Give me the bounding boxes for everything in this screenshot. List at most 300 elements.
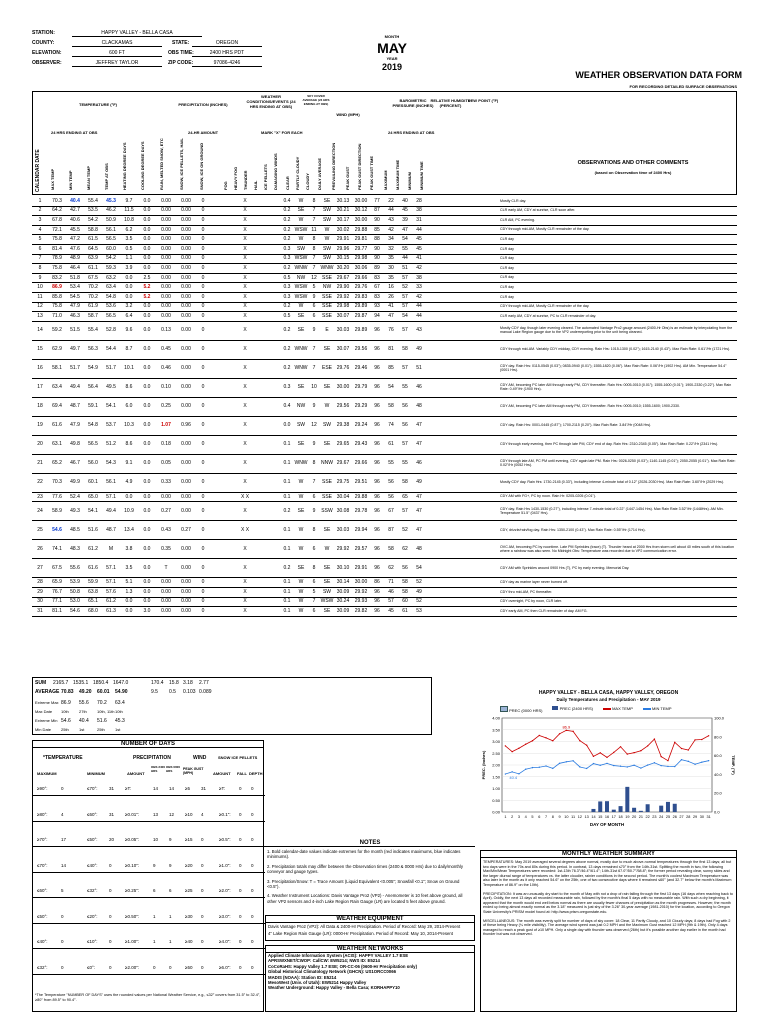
cell-min: 49.4 <box>70 384 80 391</box>
cell-cdd: 2.5 <box>143 274 151 281</box>
cell-obs: 56.1 <box>106 226 116 233</box>
avg-hdd: 9.5 <box>151 689 158 695</box>
sum-hdd: 170.4 <box>151 680 164 686</box>
min-date-label: Min Date <box>35 727 52 732</box>
cell-cdd: 0.0 <box>143 384 151 391</box>
cell-min: 55.6 <box>70 564 80 571</box>
cell-snow: 0.00 <box>181 460 191 467</box>
nod-cell: 0 <box>239 811 242 817</box>
cell-gnd: 0 <box>201 255 205 262</box>
nod-cell: 17 <box>61 837 67 842</box>
cell-rhmin: 30 <box>388 264 394 271</box>
nod-cell: 0 <box>169 964 172 970</box>
cell-mean: 54.2 <box>88 216 98 223</box>
temp-point <box>525 769 526 770</box>
temp-point <box>586 768 587 769</box>
cell-snow: 0.00 <box>181 284 191 291</box>
cell-avg: 0.3 <box>283 255 291 262</box>
left-tick-label: 2.50 <box>492 750 500 756</box>
cell-dir: WNW <box>294 346 308 353</box>
cell-avg: 0.1 <box>283 607 291 614</box>
cell-snow: 0.00 <box>181 303 191 310</box>
cell-pmin: 29.24 <box>354 422 368 429</box>
cell-avg: 0.4 <box>283 403 291 410</box>
right-tick-label: 40.0 <box>714 771 722 777</box>
cell-comment: CDY through late AM, PC PM until evening, CDY again late PM. Rain Hrs: 0026-0250 (0.03"); 1140-1145 (0.01"); 2050-2055 (0.01"). Max Rain Rate: 0.02"/Hr (0052 Hrs). <box>500 459 736 468</box>
nod-cell: 1 <box>153 913 156 919</box>
legend-prec-2400: PREC (2400 HRS) <box>552 706 592 713</box>
cell-min: 42.7 <box>70 207 80 214</box>
pressure-header: BAROMETRIC PRESSURE (INCHES) <box>392 98 434 108</box>
cell-sky: X <box>243 598 247 605</box>
x-tick-label: 16 <box>604 815 610 819</box>
cell-min: 48.9 <box>70 255 80 262</box>
nod-cell: 0 <box>251 913 254 919</box>
cell-dir: NW <box>296 274 306 281</box>
cell-gdir: WNW <box>320 264 334 271</box>
obs-time-label: OBS TIME: <box>168 50 194 56</box>
wind-gust-dir-header: PEAK GUST DIRECTION <box>357 143 362 190</box>
cell-min: 47.6 <box>70 245 80 252</box>
cell-dmax: 44 <box>402 255 408 262</box>
cell-dmin: 45 <box>416 245 422 252</box>
cell-pmax: 30.14 <box>336 579 350 586</box>
cell-gdir: WSW <box>320 598 334 605</box>
cell-d: 28 <box>37 579 43 586</box>
cell-avg: 0.2 <box>283 564 291 571</box>
cell-gdir: SE <box>323 579 331 586</box>
cell-max: 67.5 <box>52 564 62 571</box>
number-of-days-title: NUMBER OF DAYS <box>33 741 263 748</box>
cell-obs: 54.8 <box>106 293 116 300</box>
cell-avg: 0.5 <box>283 312 291 319</box>
cell-dmax: 58 <box>402 479 408 486</box>
cell-rhmin: 22 <box>388 197 394 204</box>
cell-dmax: 56 <box>402 422 408 429</box>
cell-hdd: 3.5 <box>125 564 133 571</box>
cell-gust: 7 <box>312 365 316 372</box>
cell-cdd: 0.0 <box>143 598 151 605</box>
cell-snow: 0.00 <box>181 493 191 500</box>
network-cocorahs: CoCoRaHS: Happy Valley 1.7 ESE; OR-CC-06 (0600-Hr Precipitation only) <box>268 963 417 969</box>
cell-obs: 63.2 <box>106 274 116 281</box>
cell-obs: 56.5 <box>106 312 116 319</box>
cell-sky: X <box>243 579 247 586</box>
station-label: STATION: <box>32 30 55 36</box>
cell-gdir: SE <box>323 346 331 353</box>
nod-cell: 9 <box>169 837 172 842</box>
temperature-header: TEMPERATURE (°F) <box>79 102 117 107</box>
cell-dmax: 57 <box>402 327 408 334</box>
cell-hdd: 6.4 <box>125 312 133 319</box>
cell-pmin: 29.66 <box>354 460 368 467</box>
cell-snow: 0.00 <box>181 588 191 595</box>
cell-d: 19 <box>37 422 43 429</box>
nod-cell: ≥10 <box>185 811 193 817</box>
nod-sub-fall: FALL <box>237 771 247 776</box>
cell-pmax: 29.76 <box>336 365 350 372</box>
nod-cell: ≤20°: <box>87 913 98 919</box>
cell-gust: 6 <box>312 493 316 500</box>
nod-cell: 0 <box>239 964 242 970</box>
cell-dir: W <box>298 493 304 500</box>
cell-rain: 0.00 <box>161 264 171 271</box>
cell-rain: 0.46 <box>161 365 171 372</box>
cell-rhmax: 83 <box>374 293 380 300</box>
cell-rain: 0.10 <box>161 384 171 391</box>
table-row <box>32 539 737 559</box>
nod-snow-title: SNOW ICE PELLETS <box>218 755 258 760</box>
cell-max: 67.8 <box>52 216 62 223</box>
cell-avg: 0.2 <box>283 264 291 271</box>
cell-dmin: 45 <box>416 236 422 243</box>
cell-obs: 57.1 <box>106 493 116 500</box>
cell-mean: 59.1 <box>88 403 98 410</box>
cell-rhmax: 96 <box>374 598 380 605</box>
cell-pmax: 29.90 <box>336 284 350 291</box>
cell-gust: 10 <box>311 384 317 391</box>
nod-cell: ≥0.25": <box>125 888 140 893</box>
cell-sky: X <box>243 327 247 334</box>
cell-d: 4 <box>38 226 42 233</box>
cell-gust: 9 <box>312 441 316 448</box>
cell-gnd: 0 <box>201 365 205 372</box>
cell-avg: 0.2 <box>283 226 291 233</box>
cell-pmin: 29.94 <box>354 526 368 533</box>
cell-comment: CDY AM, becoming PC later AM through early PM, CDY thereafter. Rain Hrs: 0005-0010; 1555-1600; 1900-2330. <box>500 404 681 409</box>
cell-d: 17 <box>37 384 43 391</box>
nod-cell: 1 <box>153 939 156 944</box>
cell-rain: T <box>164 564 168 571</box>
network-cwop: APRSWXNET/CWOP: CallCW: EW5214; NWS ID: E5214 <box>268 958 380 964</box>
cell-gnd: 0 <box>201 284 205 291</box>
cell-hdd: 3.9 <box>125 264 133 271</box>
wx-cloudy-header: CLOUDY <box>305 173 310 190</box>
cell-dir: WSW <box>294 293 308 300</box>
table-row <box>32 501 737 521</box>
left-tick-label: 1.00 <box>492 786 500 791</box>
cell-rhmax: 77 <box>374 197 380 204</box>
cell-sky: X <box>243 346 247 353</box>
station-header <box>32 30 742 80</box>
temp-point <box>613 752 614 753</box>
temp-point <box>559 733 560 734</box>
cell-mean: 63.8 <box>88 588 98 595</box>
nod-cell: 0 <box>239 837 242 842</box>
right-tick-label: 20.0 <box>714 790 722 796</box>
temp-point <box>694 764 695 765</box>
x-tick-label: 7 <box>544 815 548 819</box>
cell-min: 51.7 <box>70 365 80 372</box>
cell-dir: SE <box>297 564 305 571</box>
cell-max: 74.1 <box>52 545 62 552</box>
nod-cell: 14 <box>61 862 67 868</box>
cell-dmin: 43 <box>416 327 422 334</box>
snow-header: SNOW, ICE PELLETS, HAIL <box>179 138 184 190</box>
temp-point <box>701 739 702 740</box>
cell-rhmin: 71 <box>388 579 394 586</box>
temp-max-header: MAX TEMP <box>50 168 55 190</box>
cell-dmax: 55 <box>402 460 408 467</box>
nod-cell: ≤60°: <box>87 811 98 817</box>
cell-rhmax: 96 <box>374 607 380 614</box>
cell-gust: 11 <box>311 226 317 233</box>
nod-cell: ≥0.50": <box>125 913 140 919</box>
cell-rhmax: 90 <box>374 255 380 262</box>
cell-min: 46.7 <box>70 460 80 467</box>
press-min-time-header: MINIMUM TIME <box>419 161 424 190</box>
cell-comment: CLR day <box>500 256 514 261</box>
cell-dir: WNW <box>294 365 308 372</box>
cell-gust: 8 <box>312 245 316 252</box>
temp-point <box>688 761 689 762</box>
temp-point <box>654 738 655 739</box>
nod-cell: ≥0.01": <box>125 811 140 817</box>
cell-rain: 0.00 <box>161 197 171 204</box>
cell-dmax: 57 <box>402 365 408 372</box>
right-tick-label: 0.0 <box>714 809 720 815</box>
form-subtitle: FOR RECORDING DETAILED SURFACE OBSERVATIONS <box>629 84 737 89</box>
cell-cdd: 0.0 <box>143 441 151 448</box>
cell-mean: 65.1 <box>88 598 98 605</box>
right-tick-label: 80.0 <box>714 734 722 740</box>
cell-rain: 0.00 <box>161 226 171 233</box>
cell-gnd: 0 <box>201 197 205 204</box>
cell-rhmax: 93 <box>374 303 380 310</box>
cell-min: 48.7 <box>70 403 80 410</box>
cell-gust: 7 <box>312 255 316 262</box>
cell-snow: 0.96 <box>181 422 191 429</box>
cell-sky: X <box>243 293 247 300</box>
cell-dir: SE <box>297 507 305 514</box>
x-tick-label: 10 <box>564 815 569 819</box>
x-tick-label: 9 <box>558 815 561 819</box>
temp-point <box>539 735 540 736</box>
cell-comment: CDY day as marine layer never burned off. <box>500 580 568 585</box>
cell-gnd: 0 <box>201 274 205 281</box>
nod-cell: 14 <box>169 786 175 791</box>
cell-dmin: 51 <box>416 365 422 372</box>
cell-gnd: 0 <box>201 226 205 233</box>
nod-cell: ≥1.00": <box>125 939 140 944</box>
cell-hdd: 0.0 <box>125 607 133 614</box>
cell-avg: 0.2 <box>283 365 291 372</box>
nod-cell: ≥T: <box>125 786 131 791</box>
cell-d: 8 <box>38 264 42 271</box>
nod-cell: ≥50 <box>185 964 193 970</box>
x-tick-label: 12 <box>577 815 583 819</box>
x-tick-label: 2 <box>511 815 514 819</box>
y-axis-right-label: TEMP. (°F) <box>731 755 736 775</box>
cell-dmin: 42 <box>416 293 422 300</box>
cell-pmin: 29.46 <box>354 365 368 372</box>
cell-hdd: 0.0 <box>125 293 133 300</box>
cell-pmax: 30.03 <box>336 327 350 334</box>
cell-pmax: 30.10 <box>336 564 350 571</box>
temp-point <box>593 756 594 757</box>
cell-dir: W <box>298 303 304 310</box>
nod-cell: 0 <box>251 837 254 842</box>
station-value: HAPPY VALLEY - BELLA CASA <box>72 30 202 37</box>
extreme-min-4: 45.3 <box>115 718 125 724</box>
monthly-summary-title: MONTHLY WEATHER SUMMARY <box>481 851 736 858</box>
cell-dmin: 54 <box>416 564 422 571</box>
x-tick-label: 29 <box>692 815 698 819</box>
cell-gnd: 0 <box>201 545 205 552</box>
sky-cover-header: SKY COVER AVERAGE (24 HRS ENDING AT OBS) <box>302 94 330 106</box>
cell-rhmin: 43 <box>388 216 394 223</box>
cell-pmax: 30.21 <box>336 207 350 214</box>
amount-header: 24-HR AMOUNT <box>188 130 219 135</box>
precip-bar <box>612 810 616 812</box>
cell-sky: X <box>243 236 247 243</box>
cell-rain: 0.45 <box>161 346 171 353</box>
cdd-header: COOLING DEGREE DAYS <box>140 141 145 190</box>
cell-rhmin: 34 <box>388 236 394 243</box>
cell-avg: 0.2 <box>283 303 291 310</box>
cell-rhmin: 62 <box>388 564 394 571</box>
cell-gnd: 0 <box>201 507 205 514</box>
cell-sky: X <box>243 460 247 467</box>
cell-obs: 60.0 <box>106 245 116 252</box>
cell-min: 47.2 <box>70 236 80 243</box>
cell-gnd: 0 <box>201 588 205 595</box>
networks-title: WEATHER NETWORKS <box>266 946 474 953</box>
temp-point <box>640 767 641 768</box>
max-peak-label: 86.9 <box>562 724 571 730</box>
cell-gdir: W <box>324 403 330 410</box>
cell-gnd: 0 <box>201 607 205 614</box>
cell-mean: 58.8 <box>88 226 98 233</box>
cell-dmin: 44 <box>416 226 422 233</box>
wind-gust-time-header: PEAK GUST TIME <box>369 155 374 190</box>
cell-min: 47.9 <box>70 422 80 429</box>
cell-comment: CDY AM with FG+, PC by noon. Rain Hr: 0205-0205 (0.01"). <box>500 494 596 499</box>
cell-dmin: 47 <box>416 526 422 533</box>
network-ghcn: Global Historical Climatology Network (GHCN): US1ORCC0066 <box>268 969 396 975</box>
year-label: YEAR <box>386 56 398 61</box>
cell-min: 47.9 <box>70 303 80 310</box>
cell-min: 49.9 <box>70 479 80 486</box>
extreme-min-1: 54.6 <box>61 718 71 724</box>
cell-rhmin: 85 <box>388 365 394 372</box>
cell-min: 52.4 <box>70 493 80 500</box>
nod-cell: 0 <box>109 913 112 919</box>
cell-gdir: SSE <box>321 274 332 281</box>
cell-gnd: 0 <box>201 216 205 223</box>
cell-gust: 7 <box>312 598 316 605</box>
cell-snow: 0.00 <box>181 441 191 448</box>
cell-rhmin: 44 <box>388 207 394 214</box>
nod-cell: 0 <box>109 888 112 893</box>
cell-gust: 7 <box>312 479 316 486</box>
cell-min: 40.6 <box>70 216 80 223</box>
cell-min: 48.5 <box>70 526 80 533</box>
temp-point <box>572 731 573 732</box>
nod-cell: 0 <box>61 786 64 791</box>
cell-min: 45.5 <box>70 226 80 233</box>
cell-rhmin: 41 <box>388 303 394 310</box>
cell-sky: X <box>243 312 247 319</box>
cell-rhmax: 96 <box>374 422 380 429</box>
cell-gdir: SW <box>322 588 332 595</box>
cell-mean: 60.1 <box>88 479 98 486</box>
cell-rhmin: 26 <box>388 293 394 300</box>
cell-rhmax: 67 <box>374 284 380 291</box>
cell-comment: CDY AM with Sprinkles around 0900 Hrs (T), PC by early evening. Memorial Day. <box>500 565 630 570</box>
wind-gust-header: PEAK GUST <box>345 166 350 190</box>
cell-gust: 5 <box>312 588 316 595</box>
cell-sky: X <box>243 216 247 223</box>
cell-comment: CLR day <box>500 246 514 251</box>
cell-rhmin: 45 <box>388 607 394 614</box>
temp-point <box>518 773 519 774</box>
cell-obs: 56.1 <box>106 479 116 486</box>
cell-mean: 64.5 <box>88 245 98 252</box>
cell-rain: 1.07 <box>161 422 171 429</box>
cell-rhmax: 87 <box>374 207 380 214</box>
cell-rhmin: 67 <box>388 507 394 514</box>
cell-dmin: 52 <box>416 579 422 586</box>
nod-cell: 0 <box>239 888 242 893</box>
nod-cell: ≥0.10": <box>125 862 140 868</box>
nod-cell: ≤32°: <box>87 888 98 893</box>
chart-title: HAPPY VALLEY - BELLA CASA, HAPPY VALLEY, OREGON <box>538 690 679 696</box>
cell-sky: X <box>243 545 247 552</box>
humidity-header: RELATIVE HUMIDITY (PERCENT) <box>430 98 471 108</box>
nod-row <box>33 783 265 796</box>
cell-pmax: 30.07 <box>336 312 350 319</box>
cell-comment: CLR day <box>500 237 514 242</box>
cell-obs: 53.7 <box>106 422 116 429</box>
cell-rain: 0.00 <box>161 493 171 500</box>
cell-sky: X <box>243 264 247 271</box>
cell-d: 18 <box>37 403 43 410</box>
cell-gdir: SW <box>322 422 332 429</box>
cell-avg: 0.3 <box>283 245 291 252</box>
x-tick-label: 24 <box>659 815 664 819</box>
cell-dmax: 52 <box>402 526 408 533</box>
nod-cell: ≥20 <box>185 862 193 868</box>
cell-pmax: 29.98 <box>336 303 350 310</box>
cell-gnd: 0 <box>201 403 205 410</box>
wx-fog-header: FOG <box>223 181 228 190</box>
cell-max: 61.6 <box>52 422 62 429</box>
max-date-1: 10th <box>61 709 69 714</box>
precip-bar <box>659 806 663 812</box>
nod-cell: 6 <box>153 888 156 893</box>
cell-dir: W <box>298 579 304 586</box>
cell-mean: 54.1 <box>88 507 98 514</box>
nod-cell: ≤40°: <box>37 939 48 944</box>
cell-dmin: 53 <box>416 607 422 614</box>
nod-cell: ≥2.0": <box>219 888 231 893</box>
cell-sky: X <box>243 479 247 486</box>
cell-gust: 6 <box>312 303 316 310</box>
cell-snow: 0.00 <box>181 274 191 281</box>
number-of-days-panel <box>32 740 264 1012</box>
left-tick-label: 0.00 <box>492 809 500 815</box>
legend-prec-0000: PREC (0000 HRS) <box>500 706 542 713</box>
cell-dmax: 56 <box>402 403 408 410</box>
cell-gust: 9 <box>312 403 316 410</box>
cell-dmin: 46 <box>416 384 422 391</box>
cell-dmin: 47 <box>416 441 422 448</box>
cell-gust: 12 <box>311 422 317 429</box>
extreme-max-label: Extreme Max <box>35 700 59 705</box>
cell-max: 64.2 <box>52 207 62 214</box>
cell-rain: 0.00 <box>161 588 171 595</box>
